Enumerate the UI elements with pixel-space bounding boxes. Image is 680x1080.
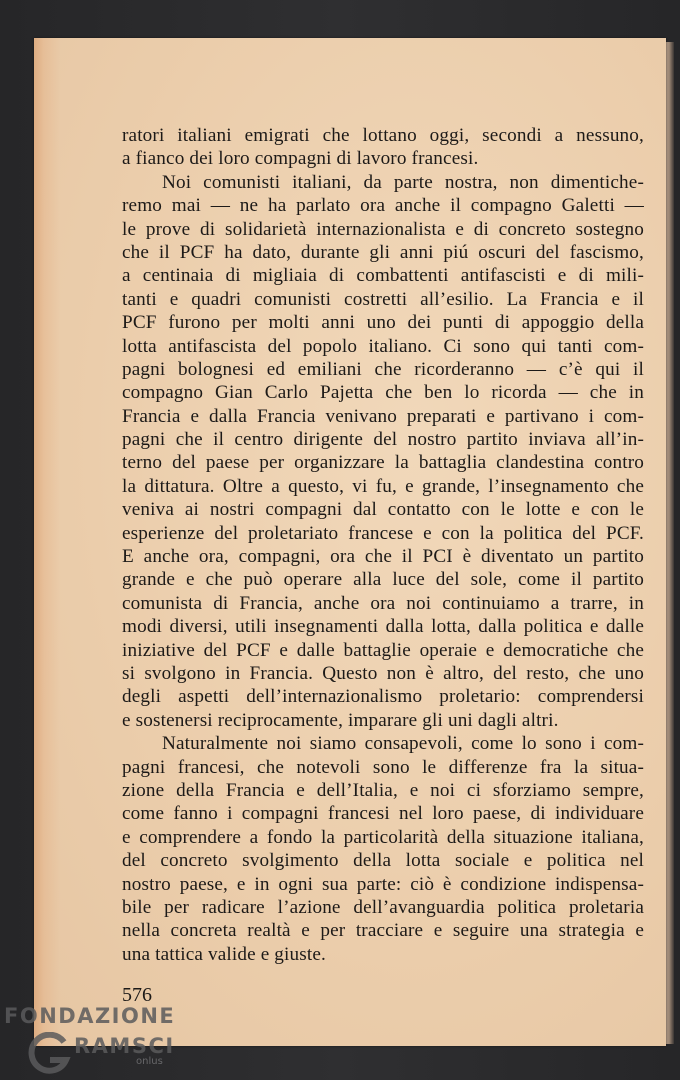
text-line: e sostenersi reciprocamente, imparare gli uni dagli altri. (122, 709, 559, 731)
watermark-line1: FONDAZIONE (4, 1004, 176, 1028)
text-line: Naturalmente noi siamo consapevoli, come lo sono i com- (162, 733, 644, 755)
text-line: e comprendere a fondo la particolarità della situazione italiana, (122, 826, 644, 848)
paragraph (122, 171, 644, 732)
text-line: ratori italiani emigrati che lottano oggi, secondi a nessuno, (122, 125, 644, 146)
text-line: esperienze del proletariato francese e con la politica del PCF. (122, 522, 644, 544)
text-line: si svolgono in Francia. Questo non è altro, del resto, che uno (122, 662, 644, 684)
paragraph (122, 732, 644, 966)
text-line: compagno Gian Carlo Pajetta che ben lo ricorda — che in (122, 382, 644, 404)
text-line: E anche ora, compagni, ora che il PCI è diventato un partito (122, 546, 644, 568)
text-line: degli aspetti dell’internazionalismo proletario: comprendersi (122, 686, 644, 708)
paragraph (122, 124, 644, 171)
gramsci-g-logo-icon (26, 1032, 72, 1076)
text-line: PCF furono per molti anni uno dei punti di appoggio della (122, 312, 644, 334)
page-number: 576 (122, 984, 152, 1006)
text-line: Francia e dalla Francia venivano preparati e partivano i com- (122, 405, 644, 427)
text-line: iniziative del PCF e dalle battaglie operaie e democratiche che (122, 639, 644, 661)
watermark-line2: RAMSCI (74, 1034, 175, 1058)
text-line: del concreto svolgimento della lotta sociale e politica nel (122, 850, 644, 872)
text-line: veniva ai nostri compagni dal contatto con le lotte e con le (122, 499, 644, 521)
text-line: zione della Francia e dell’Italia, e noi ci sforziamo sempre, (122, 779, 644, 801)
text-line: le prove di solidarietà internazionalista e di concreto sostegno (122, 218, 644, 240)
text-line: modi diversi, utili insegnamenti dalla lotta, dalla politica e dalle (122, 616, 644, 638)
watermark-onlus: onlus (136, 1056, 163, 1067)
text-line: remo mai — ne ha parlato ora anche il compagno Galetti — (122, 195, 644, 217)
text-line: come fanno i compagni francesi nel loro paese, di individuare (122, 803, 644, 825)
text-line: Noi comunisti italiani, da parte nostra, non dimentiche- (162, 171, 644, 193)
text-line: tanti e quadri comunisti costretti all’esilio. La Francia e il (122, 288, 644, 310)
text-line: nostro paese, e in ogni sua parte: ciò è condizione indispensa- (122, 873, 644, 895)
text-line: a fianco dei loro compagni di lavoro francesi. (122, 148, 479, 170)
text-line: grande e che può operare alla luce del sole, come il partito (122, 569, 644, 591)
text-line: che il PCF ha dato, durante gli anni piú oscuri del fascismo, (122, 241, 644, 263)
fondazione-gramsci-watermark (4, 1004, 204, 1074)
text-line: pagni francesi, che notevoli sono le differenze fra la situa- (122, 756, 644, 778)
text-line: terno del paese per organizzare la battaglia clandestina contro (122, 452, 644, 474)
text-line: la dittatura. Oltre a questo, vi fu, e grande, l’insegnamento che (122, 475, 644, 497)
text-line: pagni bolognesi ed emiliani che ricorderanno — c’è qui il (122, 358, 644, 380)
text-line: comunista di Francia, anche ora noi continuiamo a trarre, in (122, 592, 644, 614)
text-line: bile per radicare l’azione dell’avanguardia politica proletaria (122, 896, 644, 918)
text-line: pagni che il centro dirigente del nostro partito inviava all’in- (122, 429, 644, 451)
text-line: una tattica valide e giuste. (122, 943, 326, 965)
text-line: a centinaia di migliaia di combattenti antifascisti e di mili- (122, 265, 644, 287)
text-line: lotta antifascista del popolo italiano. Ci sono qui tanti com- (122, 335, 644, 357)
body-text (122, 124, 644, 966)
text-line: nella concreta realtà e per tracciare e seguire una strategia e (122, 920, 644, 942)
